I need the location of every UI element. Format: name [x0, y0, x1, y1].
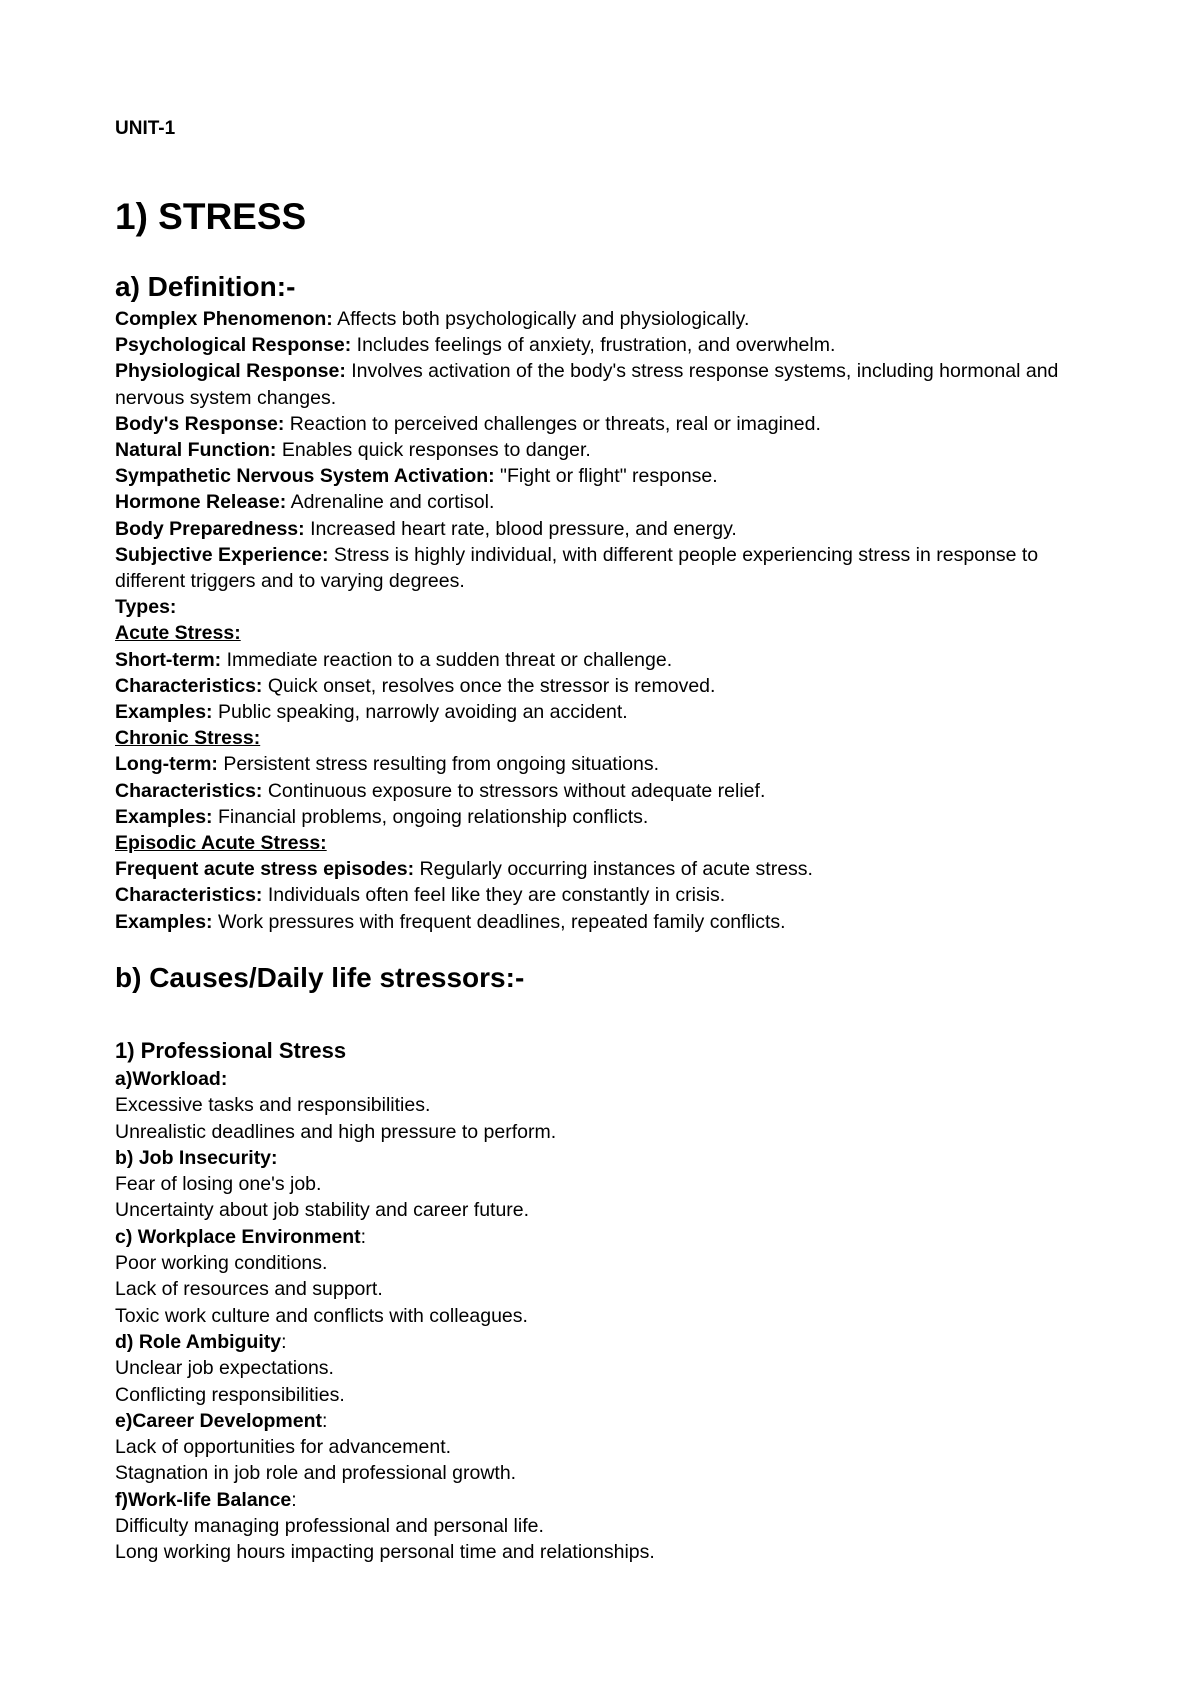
- definition-item: [115, 332, 1075, 358]
- term: Frequent acute stress episodes:: [115, 858, 415, 881]
- description: Involves activation of the body's stress response systems, including hormonal and nervous system changes.: [115, 360, 1059, 409]
- term: Characteristics:: [115, 674, 263, 697]
- description: Adrenaline and cortisol.: [286, 491, 495, 514]
- cause-label-suffix: :: [360, 1225, 367, 1248]
- term: Examples:: [115, 701, 213, 724]
- term: Short-term:: [115, 648, 222, 671]
- cause-line: Difficulty managing professional and personal life.: [115, 1515, 544, 1538]
- description: Regularly occurring instances of acute stress.: [414, 858, 813, 881]
- description: Persistent stress resulting from ongoing situations.: [217, 753, 660, 776]
- cause-line: Toxic work culture and conflicts with colleagues.: [115, 1304, 528, 1327]
- cause-label-row: [115, 1408, 1075, 1434]
- type-item: [115, 804, 1075, 830]
- cause-label: d) Role Ambiguity: [115, 1330, 282, 1353]
- description: Reaction to perceived challenges or threats, real or imagined.: [284, 412, 821, 435]
- description: Continuous exposure to stressors without adequate relief.: [262, 779, 766, 802]
- definition-item: [115, 306, 1075, 332]
- term: Complex Phenomenon:: [115, 308, 333, 330]
- definition-item: [115, 463, 1075, 489]
- type-name-acute: Acute Stress:: [115, 622, 241, 645]
- description: Public speaking, narrowly avoiding an accident.: [212, 701, 628, 724]
- causes-section: [115, 1066, 1075, 1566]
- definition-item: [115, 516, 1075, 542]
- cause-label-suffix: :: [281, 1330, 287, 1353]
- type-name-episodic: Episodic Acute Stress:: [115, 832, 327, 855]
- description: Increased heart rate, blood pressure, and energy.: [304, 517, 737, 540]
- type-item: [115, 882, 1075, 908]
- cause-line: Stagnation in job role and professional growth.: [115, 1462, 517, 1485]
- description: Immediate reaction to a sudden threat or challenge.: [221, 648, 673, 671]
- type-item: [115, 673, 1075, 699]
- cause-line: Unrealistic deadlines and high pressure to perform.: [115, 1120, 557, 1143]
- term: Characteristics:: [115, 884, 263, 907]
- description: "Fight or flight" response.: [494, 465, 718, 488]
- types-label: Types:: [115, 596, 177, 619]
- cause-line: Excessive tasks and responsibilities.: [115, 1094, 431, 1117]
- causes-heading: b) Causes/Daily life stressors:-: [115, 962, 525, 993]
- term: Examples:: [115, 805, 213, 828]
- cause-label: a)Workload:: [115, 1068, 228, 1090]
- cause-line: Fear of losing one's job.: [115, 1173, 322, 1196]
- cause-line: Conflicting responsibilities.: [115, 1383, 345, 1406]
- cause-line: Lack of resources and support.: [115, 1278, 383, 1301]
- cause-label: f)Work-life Balance: [115, 1488, 292, 1511]
- definition-section: [115, 306, 1075, 935]
- cause-label: e)Career Development: [115, 1409, 322, 1432]
- definition-item: [115, 358, 1075, 410]
- main-title: 1) STRESS: [115, 196, 307, 237]
- type-item: [115, 751, 1075, 777]
- term: Long-term:: [115, 753, 218, 776]
- type-item: [115, 699, 1075, 725]
- type-item: [115, 909, 1075, 935]
- cause-label-row: [115, 1487, 1075, 1513]
- term: Sympathetic Nervous System Activation:: [115, 465, 495, 488]
- cause-line: Uncertainty about job stability and career future.: [115, 1199, 530, 1222]
- professional-stress-heading: 1) Professional Stress: [115, 1038, 347, 1063]
- term: Natural Function:: [115, 439, 277, 462]
- cause-label: b) Job Insecurity:: [115, 1146, 278, 1169]
- description: Individuals often feel like they are constantly in crisis.: [262, 884, 726, 907]
- term: Subjective Experience:: [115, 543, 329, 566]
- description: Stress is highly individual, with different people experiencing stress in response to different triggers and to varying degrees.: [115, 543, 1039, 593]
- term: Body Preparedness:: [115, 517, 305, 540]
- cause-label-suffix: :: [291, 1488, 297, 1511]
- type-name-chronic: Chronic Stress:: [115, 727, 261, 750]
- definition-item: [115, 542, 1075, 594]
- description: Quick onset, resolves once the stressor is removed.: [262, 674, 716, 697]
- unit-label: UNIT-1: [115, 118, 176, 139]
- term: Characteristics:: [115, 779, 263, 802]
- cause-line: Long working hours impacting personal time and relationships.: [115, 1541, 655, 1564]
- term: Physiological Response:: [115, 360, 346, 383]
- cause-line: Lack of opportunities for advancement.: [115, 1436, 452, 1459]
- term: Examples:: [115, 910, 213, 933]
- cause-label: c) Workplace Environment: [115, 1225, 361, 1248]
- definition-item: [115, 411, 1075, 437]
- description: Affects both psychologically and physiologically.: [332, 308, 750, 330]
- cause-label-suffix: :: [322, 1409, 328, 1432]
- type-item: [115, 647, 1075, 673]
- cause-line: Poor working conditions.: [115, 1252, 328, 1275]
- definition-item: [115, 489, 1075, 515]
- definition-heading: a) Definition:-: [115, 271, 296, 302]
- description: Enables quick responses to danger.: [276, 439, 591, 462]
- definition-item: [115, 437, 1075, 463]
- cause-label-row: [115, 1224, 1075, 1250]
- description: Financial problems, ongoing relationship conflicts.: [212, 805, 649, 828]
- type-item: [115, 778, 1075, 804]
- term: Psychological Response:: [115, 334, 352, 357]
- cause-line: Unclear job expectations.: [115, 1357, 334, 1380]
- type-item: [115, 856, 1075, 882]
- description: Work pressures with frequent deadlines, repeated family conflicts.: [212, 910, 786, 933]
- cause-label-row: [115, 1329, 1075, 1355]
- term: Hormone Release:: [115, 491, 287, 514]
- description: Includes feelings of anxiety, frustration, and overwhelm.: [351, 334, 836, 357]
- term: Body's Response:: [115, 412, 285, 435]
